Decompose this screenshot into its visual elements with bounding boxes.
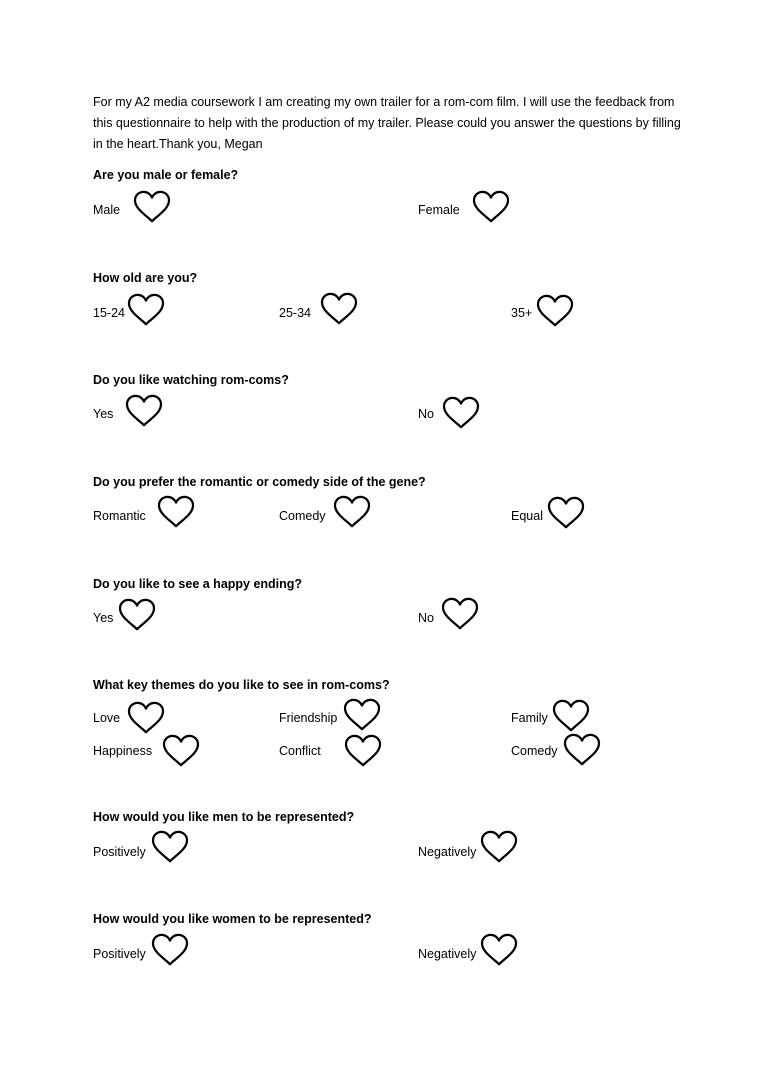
option-label-comedy: Comedy — [511, 744, 558, 758]
question-like-romcoms: Do you like watching rom-coms? — [93, 373, 289, 387]
option-label-family: Family — [511, 711, 548, 725]
option-label-friendship: Friendship — [279, 711, 338, 725]
heart-icon — [127, 293, 165, 327]
question-preference: Do you prefer the romantic or comedy side of the gene? — [93, 475, 426, 489]
option-label-positively: Positively — [93, 947, 146, 961]
heart-checkbox-yes[interactable] — [118, 598, 156, 632]
heart-checkbox-negatively[interactable] — [480, 933, 518, 967]
question-key-themes: What key themes do you like to see in rom-coms? — [93, 678, 390, 692]
option-label-yes: Yes — [93, 611, 114, 625]
heart-icon — [480, 933, 518, 967]
heart-checkbox-love[interactable] — [127, 701, 165, 735]
option-label-25-34: 25-34 — [279, 306, 311, 320]
heart-icon — [343, 698, 381, 732]
heart-checkbox-35-plus[interactable] — [536, 294, 574, 328]
heart-checkbox-friendship[interactable] — [343, 698, 381, 732]
heart-checkbox-25-34[interactable] — [320, 292, 358, 326]
heart-icon — [157, 495, 195, 529]
heart-icon — [320, 292, 358, 326]
heart-checkbox-equal[interactable] — [547, 496, 585, 530]
heart-checkbox-conflict[interactable] — [344, 734, 382, 768]
option-label-35-plus: 35+ — [511, 306, 533, 320]
heart-icon — [118, 598, 156, 632]
heart-icon — [480, 830, 518, 864]
heart-icon — [536, 294, 574, 328]
question-men-representation: How would you like men to be represented? — [93, 810, 355, 824]
heart-checkbox-15-24[interactable] — [127, 293, 165, 327]
heart-icon — [162, 734, 200, 768]
option-label-love: Love — [93, 711, 121, 725]
heart-icon — [442, 396, 480, 430]
question-gender: Are you male or female? — [93, 168, 239, 182]
option-label-positively: Positively — [93, 845, 146, 859]
heart-checkbox-female[interactable] — [472, 190, 510, 224]
option-label-romantic: Romantic — [93, 509, 146, 523]
heart-checkbox-male[interactable] — [133, 190, 171, 224]
heart-checkbox-family[interactable] — [552, 699, 590, 733]
heart-checkbox-yes[interactable] — [125, 394, 163, 428]
option-label-male: Male — [93, 203, 121, 217]
heart-checkbox-happiness[interactable] — [162, 734, 200, 768]
heart-checkbox-positively[interactable] — [151, 830, 189, 864]
option-label-happiness: Happiness — [93, 744, 153, 758]
heart-icon — [125, 394, 163, 428]
heart-checkbox-comedy[interactable] — [333, 495, 371, 529]
question-women-representation: How would you like women to be represented? — [93, 912, 372, 926]
heart-checkbox-comedy[interactable] — [563, 733, 601, 767]
heart-checkbox-no[interactable] — [442, 396, 480, 430]
heart-icon — [344, 734, 382, 768]
option-label-15-24: 15-24 — [93, 306, 125, 320]
question-age: How old are you? — [93, 271, 198, 285]
option-label-no: No — [418, 407, 434, 421]
question-happy-ending: Do you like to see a happy ending? — [93, 577, 303, 591]
heart-icon — [151, 830, 189, 864]
option-label-equal: Equal — [511, 509, 543, 523]
heart-icon — [441, 597, 479, 631]
heart-icon — [333, 495, 371, 529]
heart-icon — [151, 933, 189, 967]
option-label-negatively: Negatively — [418, 947, 477, 961]
heart-checkbox-no[interactable] — [441, 597, 479, 631]
heart-icon — [472, 190, 510, 224]
option-label-female: Female — [418, 203, 460, 217]
heart-checkbox-negatively[interactable] — [480, 830, 518, 864]
intro-text: For my A2 media coursework I am creating my own trailer for a rom-com film. I will use the feedback from this questionnaire to help with the production of my trailer. Please could you answer the questions by filling in the heart.Thank you, Megan — [93, 95, 681, 151]
option-label-negatively: Negatively — [418, 845, 477, 859]
heart-icon — [133, 190, 171, 224]
heart-icon — [563, 733, 601, 767]
option-label-comedy: Comedy — [279, 509, 326, 523]
heart-icon — [552, 699, 590, 733]
option-label-yes: Yes — [93, 407, 114, 421]
heart-checkbox-romantic[interactable] — [157, 495, 195, 529]
option-label-conflict: Conflict — [279, 744, 321, 758]
option-label-no: No — [418, 611, 434, 625]
heart-icon — [127, 701, 165, 735]
heart-icon — [547, 496, 585, 530]
heart-checkbox-positively[interactable] — [151, 933, 189, 967]
